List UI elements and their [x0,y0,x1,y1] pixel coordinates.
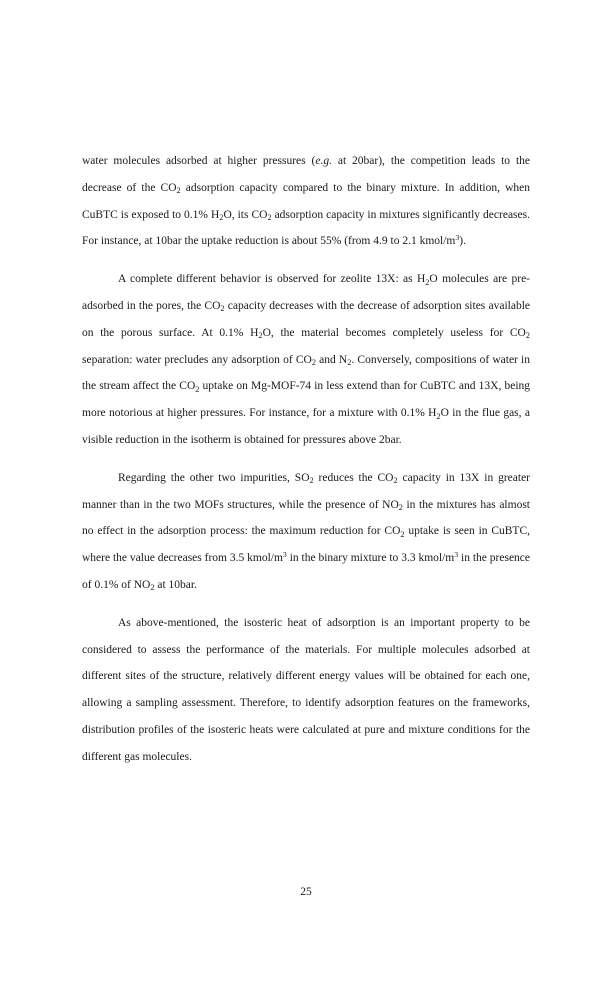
text-run: in the binary mixture to 3.3 kmol/m [286,552,455,565]
text-run: 2 [267,213,272,223]
text-run: 2 [400,529,405,539]
text-run: Regarding the other two impurities, SO [118,471,310,484]
paragraph-4 [82,610,530,771]
text-run: adsorption capacity in mixtures significantly decreases. For instance, at 10bar the uptake reduction is about 55% (from 4.9 to 2.1 kmol/m [82,208,530,248]
text-run: 3 [454,549,459,559]
text-run: at 20bar), the competition leads to the decrease of the CO [82,155,530,194]
paragraph-2 [82,266,530,454]
text-run: 2 [393,476,398,486]
document-body [82,148,530,782]
text-run: 2 [398,503,403,513]
paragraph-1 [82,148,530,255]
text-run: 2 [219,213,224,223]
text-run: ). [459,235,466,248]
text-run: 2 [195,384,200,394]
text-run: 2 [176,186,181,196]
text-run: 2 [220,304,225,314]
text-run: separation: water precludes any adsorption of CO [82,353,312,366]
text-run: . Conversely, compositions of water in the stream affect the CO [82,353,531,393]
text-run: 2 [311,358,316,368]
text-run: O, the material becomes completely useless for CO [262,326,526,339]
text-run: and N [315,353,348,366]
text-run: in the presence of 0.1% of NO [82,552,531,591]
text-run: capacity in 13X in greater manner than in the two MOFs structures, while the presence of NO [82,471,531,511]
text-run: 2 [425,277,430,287]
text-run: at 10bar. [154,578,197,591]
text-run: water molecules adsorbed at higher pressures ( [82,155,316,167]
text-run: 2 [525,331,530,341]
text-run: adsorption capacity compared to the binary mixture. In addition, when CuBTC is exposed to 0.1% H [82,181,531,221]
text-run: uptake on Mg-MOF-74 in less extend than for CuBTC and 13X, being more notorious at higher pressures. For instance, for a mixture with 0.1% H [82,380,531,420]
text-run: 2 [258,331,263,341]
text-run: O molecules are pre-adsorbed in the pores, the CO [82,273,530,312]
text-run: As above-mentioned, the isosteric heat of adsorption is an important property to be considered to assess the performance of the materials. For multiple molecules adsorbed at different sites of the structure, relatively different energy values will be obtained for each one, allowing a sampling assessment. Therefore, to identify adsorption features on the frameworks, distribution profiles of the isosteric heats were calculated at pure and mixture conditions for the different gas molecules. [82,616,530,763]
text-run: A complete different behavior is observed for zeolite 13X: as H [118,273,426,286]
page-number: 25 [300,886,312,898]
text-run: 2 [347,358,352,368]
paragraph-3 [82,465,530,599]
text-run: 2 [436,411,441,421]
text-run: reduces the CO [313,471,394,484]
text-run: 3 [455,233,460,243]
text-run: O in the flue gas, a visible reduction in the isotherm is obtained for pressures above 2bar. [82,407,531,446]
text-run: 2 [150,583,155,593]
text-run: capacity decreases with the decrease of adsorption sites available on the porous surface. At 0.1% H [82,299,530,339]
text-run: in the mixtures has almost no effect in the adsorption process: the maximum reduction for CO [82,498,530,538]
text-run: 3 [282,549,287,559]
text-run: O, its CO [223,208,268,221]
text-run: 2 [309,476,314,486]
text-run: e.g. [315,155,332,167]
text-run: uptake is seen in CuBTC, where the value decreases from 3.5 kmol/m [82,525,530,565]
